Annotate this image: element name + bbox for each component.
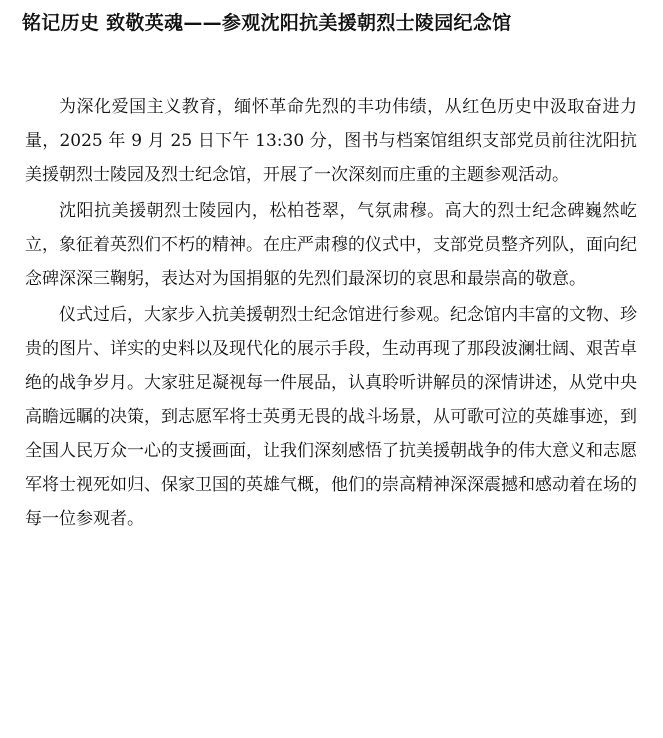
paragraph-intro: 为深化爱国主义教育，缅怀革命先烈的丰功伟绩，从红色历史中汲取奋进力量，2025 年 9 月 25 日下午 13:30 分，图书与档案馆组织支部党员前往沈阳抗美援朝烈士陵园及烈士纪念馆，开展了一次深刻而庄重的主题参观活动。	[25, 97, 637, 185]
article-title: 铭记历史 致敬英魂——参观沈阳抗美援朝烈士陵园纪念馆	[22, 12, 512, 34]
paragraph-cemetery: 沈阳抗美援朝烈士陵园内，松柏苍翠，气氛肃穆。高大的烈士纪念碑巍然屹立，象征着英烈们不朽的精神。在庄严肃穆的仪式中，支部党员整齐列队，面向纪念碑深深三鞠躬，表达对为国捐躯的先烈们最深切的哀思和最崇高的敬意。	[25, 201, 637, 289]
article-body	[25, 90, 637, 538]
paragraph-memorial-hall: 仪式过后，大家步入抗美援朝烈士纪念馆进行参观。纪念馆内丰富的文物、珍贵的图片、详实的史料以及现代化的展示手段，生动再现了那段波澜壮阔、艰苦卓绝的战争岁月。大家驻足凝视每一件展品，认真聆听讲解员的深情讲述，从党中央高瞻远瞩的决策，到志愿军将士英勇无畏的战斗场景，从可歌可泣的英雄事迹，到全国人民万众一心的支援画面，让我们深刻感悟了抗美援朝战争的伟大意义和志愿军将士视死如归、保家卫国的英雄气概，他们的崇高精神深深震撼和感动着在场的每一位参观者。	[25, 305, 637, 529]
